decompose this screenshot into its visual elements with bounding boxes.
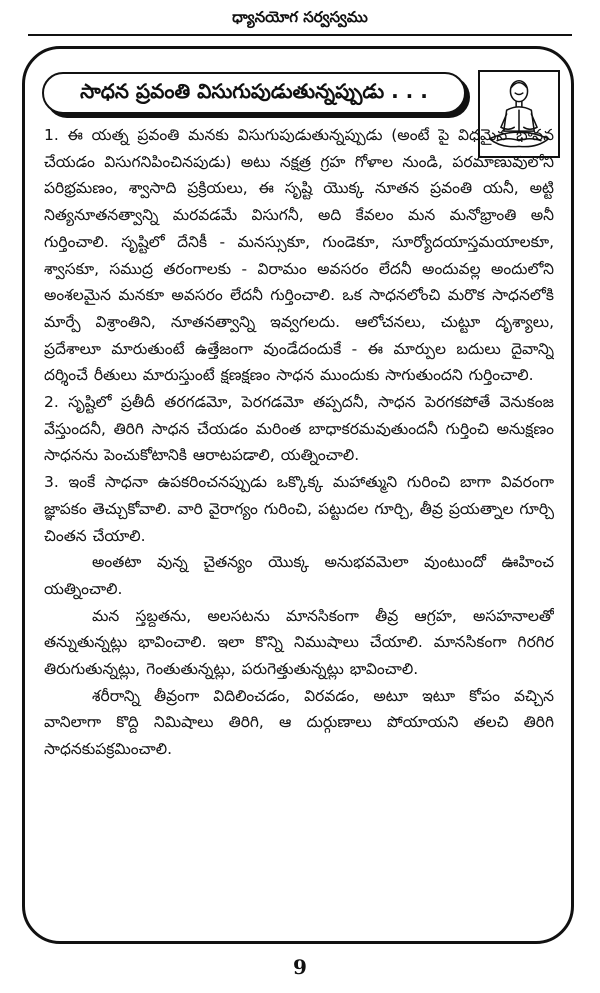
paragraph-6: శరీరాన్ని తీవ్రంగా విదిలించడం, విరవడం, అటూ ఇటూ కోపం వచ్చిన వానిలాగా కొద్ది నిమిషాలు తిరిగి, ఆ దుర్గుణాలు పోయాయని తలచి తిరిగి సాధనకుపక్రమించాలి. (44, 686, 554, 759)
paragraph-2: 2. సృష్టిలో ప్రతీదీ తరగడమో, పెరగడమో తప్పదనీ, సాధన పెరగకపోతే వెనుకంజ వేస్తుందనీ, తిరిగి సాధన చేయడం మరింత బాధాకరమవుతుందనీ గుర్తించి అనుక్షణం సాధనను పెంచుకోటానికి ఆరాటపడాలి, యత్నించాలి. (44, 393, 554, 465)
section-title: సాధన ప్రవంతి విసుగుపుడుతున్నప్పుడు . . . (42, 72, 466, 114)
paragraph-1: 1. ఈ యత్న ప్రవంతి మనకు విసుగుపుడుతున్నప్పుడు (అంటే పై విధమైన భావన చేయడం విసుగనిపించినపుడు) అటు నక్షత్ర గ్రహ గోళాల నుండి, పరమాణువులోని పరిభ్రమణం, శ్వాసాది ప్రక్రియలు, ఈ సృష్టి యొక్క నూతన ప్రవంతి యనీ, అట్టి నిత్యనూతనత్వాన్ని మరవడమే విసుగనీ, అది కేవలం మన మనోభ్రాంతి అనీ గుర్తించాలి. సృష్టిలో దేనికీ - మనస్సుకూ, గుండెకూ, సూర్యోదయాస్తమయాలకూ, శ్వాసకూ, సముద్ర తరంగాలకు - విరామం అవసరం లేదనీ అందువల్ల అందులోని అంశలమైన మనకూ అవసరం లేదనీ గుర్తించాలి. ఒక సాధనలోంచి మరొక సాధనలోకి మార్పే విశ్రాంతిని, నూతనత్వాన్ని ఇవ్వగలదు. ఆలోచనలు, చుట్టూ దృశ్యాలు, ప్రదేశాలూ మారుతుంటే ఉత్తేజంగా వుండేదందుకే - ఈ మార్పుల బదులు దైవాన్ని దర్శించే రీతులు మారుస్తుంటే క్షణక్షణం సాధన ముందుకు సాగుతుందని గుర్తించాలి. (44, 126, 554, 385)
page-number: 9 (293, 955, 307, 979)
paragraph-3: 3. ఇంకే సాధనా ఉపకరించనప్పుడు ఒక్కొక్క మహాత్ముని గురించి బాగా వివరంగా జ్ఞాపకం తెచ్చుకోవాలి. వారి వైరాగ్యం గురించి, పట్టుదల గూర్చి, తీవ్ర ప్రయత్నాల గూర్చి చింతన చేయాలి. (44, 473, 554, 545)
body-text (44, 122, 554, 932)
header-rule (28, 34, 572, 36)
running-head: ధ్యానయోగ సర్వస్వము (232, 8, 368, 26)
paragraph-5: మన స్తబ్దతను, అలసటను మానసికంగా తీవ్ర ఆగ్రహ, అసహనాలతో తన్నుతున్నట్లు భావించాలి. ఇలా కొన్ని నిముషాలు చేయాలి. మానసికంగా గిరగిర తిరుగుతున్నట్లు, గెంతుతున్నట్లు, పరుగెత్తుతున్నట్లు భావించాలి. (44, 606, 554, 679)
paragraph-4: అంతటా వున్న చైతన్యం యొక్క అనుభవమెలా వుంటుందో ఊహించ యత్నించాలి. (44, 553, 554, 598)
